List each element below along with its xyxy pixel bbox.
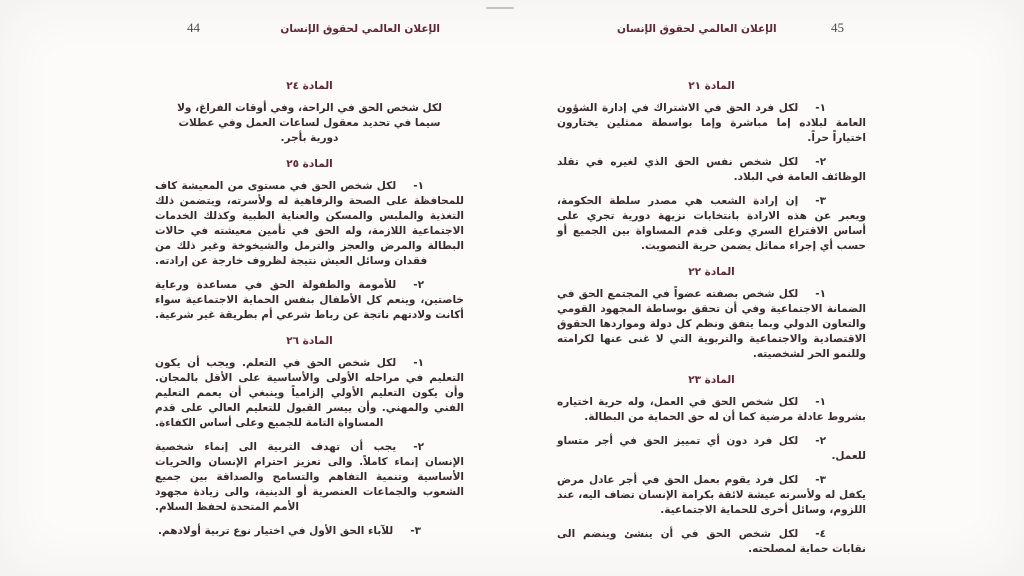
article-22-heading: المادة ٢٢ bbox=[688, 266, 735, 278]
page-44-body bbox=[155, 80, 464, 539]
paragraph-text: لكل فرد دون أي تمييز الحق في أجر متساو للعمل. bbox=[557, 435, 866, 462]
paragraph-text: لكل شخص الحق في الراحة، وفي أوقات الفراغ، ولا سيما في تحديد معقول لساعات العمل وفي عطلات دورية بأجر. bbox=[177, 102, 442, 144]
paragraph-text: لكل فرد يقوم بعمل الحق في أجر عادل مرض يكفل له ولأسرته عيشة لائقة بكرامة الإنسان تضاف اليه، عند اللزوم، وسائل أخرى للحماية الاجتماعية. bbox=[557, 474, 866, 516]
page-45-body bbox=[557, 80, 866, 557]
paragraph-number: ٢- bbox=[815, 435, 826, 447]
article-24-heading: المادة ٢٤ bbox=[286, 80, 333, 92]
paragraph-number: ٢- bbox=[413, 279, 424, 291]
article-23-paragraph-1 bbox=[557, 395, 866, 425]
paragraph-number: ٤- bbox=[815, 528, 826, 540]
article-26-paragraph-1 bbox=[155, 356, 464, 431]
paragraph-text: لكل شخص الحق في العمل، وله حرية اختياره بشروط عادلة مرضية كما أن له حق الحماية من البطالة. bbox=[557, 396, 866, 423]
paragraph-number: ١- bbox=[815, 396, 826, 408]
article-21-heading: المادة ٢١ bbox=[688, 80, 735, 92]
page-45 bbox=[557, 20, 866, 566]
page-44 bbox=[155, 20, 464, 548]
article-21-paragraph-2 bbox=[557, 155, 866, 185]
article-25-paragraph-2 bbox=[155, 278, 464, 323]
page-44-header bbox=[155, 20, 464, 36]
article-21-paragraph-3 bbox=[557, 194, 866, 254]
running-title: الإعلان العالمي لحقوق الإنسان bbox=[617, 23, 777, 35]
article-23-paragraph-4 bbox=[557, 527, 866, 557]
article-26-paragraph-3 bbox=[155, 524, 464, 539]
page-45-header bbox=[557, 20, 866, 36]
paragraph-text: يجب أن تهدف التربية الى إنماء شخصية الإنسان إنماء كاملاً. والى تعزيز احترام الإنسان والحريات الأساسية وتنمية التفاهم والتسامح والصداقة بين جميع الشعوب والجماعات العنصرية أو الدينية، والى زيادة مجهود الأمم المتحدة لحفظ السلام. bbox=[155, 441, 464, 513]
paragraph-number: ٣- bbox=[815, 195, 826, 207]
paragraph-number: ٣- bbox=[815, 474, 826, 486]
paragraph-number: ٢- bbox=[815, 156, 826, 168]
article-23-paragraph-3 bbox=[557, 473, 866, 518]
paragraph-text: لكل شخص نفس الحق الذي لغيره في تقلد الوظائف العامة في البلاد. bbox=[557, 156, 866, 183]
paragraph-number: ١- bbox=[815, 102, 826, 114]
paragraph-number: ٣- bbox=[410, 525, 421, 537]
paragraph-text: للآباء الحق الأول في اختيار نوع تربية أولادهم. bbox=[158, 525, 394, 537]
paragraph-text: لكل شخص الحق في التعلم. ويجب أن يكون التعليم في مراحله الأولى والأساسية على الأقل بالمجان. وأن يكون التعليم الأولي إلزامياً وينبغي أن يعمم التعليم الفني والمهني. وأن ييسر القبول للتعليم العالي على قدم المساواة التامة للجميع وعلى أساس الكفاءة. bbox=[155, 357, 464, 429]
paragraph-number: ١- bbox=[413, 357, 424, 369]
article-23-heading: المادة ٢٣ bbox=[688, 374, 735, 386]
running-title: الإعلان العالمي لحقوق الإنسان bbox=[280, 23, 440, 35]
paragraph-number: ١- bbox=[413, 180, 424, 192]
page-number: 44 bbox=[187, 20, 200, 35]
article-25-paragraph-1 bbox=[155, 179, 464, 269]
article-26-paragraph-2 bbox=[155, 440, 464, 515]
paragraph-text: لكل فرد الحق في الاشتراك في إدارة الشؤون العامة لبلاده إما مباشرة وإما بواسطة ممثلين يختارون اختياراً حراً. bbox=[557, 102, 866, 144]
paragraph-text: إن إرادة الشعب هي مصدر سلطة الحكومة، ويعبر عن هذه الارادة بانتخابات نزيهة دورية تجري على أساس الاقتراع السري وعلى قدم المساواة بين الجميع أو حسب أي إجراء مماثل يضمن حرية التصويت. bbox=[557, 195, 866, 252]
paragraph-text: لكل شخص بصفته عضواً في المجتمع الحق في الضمانة الاجتماعية وفي أن تحقق بوساطة المجهود القومي والتعاون الدولي وبما يتفق ونظم كل دولة ومواردها الحقوق الاقتصادية والاجتماعية والتربوية التي لا غنى عنها لكرامته وللنمو الحر لشخصيته. bbox=[557, 288, 866, 360]
spine-dash-mark bbox=[486, 7, 514, 9]
paragraph-text: لكل شخص الحق في مستوى من المعيشة كاف للمحافظة على الصحة والرفاهية له ولأسرته، ويتضمن ذلك التغذية والملبس والمسكن والعناية الطبية وكذلك الخدمات الاجتماعية اللازمة، وله الحق في تأمين معيشته في حالات البطالة والمرض والعجز والترمل والشيخوخة وغير ذلك من فقدان وسائل العيش نتيجة لظروف خارجة عن إرادته. bbox=[155, 180, 464, 267]
article-26-heading: المادة ٢٦ bbox=[286, 335, 333, 347]
article-21-paragraph-1 bbox=[557, 101, 866, 146]
article-23-paragraph-2 bbox=[557, 434, 866, 464]
article-25-heading: المادة ٢٥ bbox=[286, 158, 333, 170]
article-24-paragraph-1 bbox=[155, 101, 464, 146]
paragraph-text: للأمومة والطفولة الحق في مساعدة ورعاية خاصتين، وينعم كل الأطفال بنفس الحماية الاجتماعية سواء أكانت ولادتهم ناتجة عن رباط شرعي أم بطريقة غير شرعية. bbox=[155, 279, 464, 321]
page-number: 45 bbox=[831, 20, 844, 35]
paragraph-text: لكل شخص الحق في أن ينشئ وينضم الى نقابات حماية لمصلحته. bbox=[557, 528, 866, 555]
article-22-paragraph-1 bbox=[557, 287, 866, 362]
paragraph-number: ١- bbox=[815, 288, 826, 300]
paragraph-number: ٢- bbox=[413, 441, 424, 453]
